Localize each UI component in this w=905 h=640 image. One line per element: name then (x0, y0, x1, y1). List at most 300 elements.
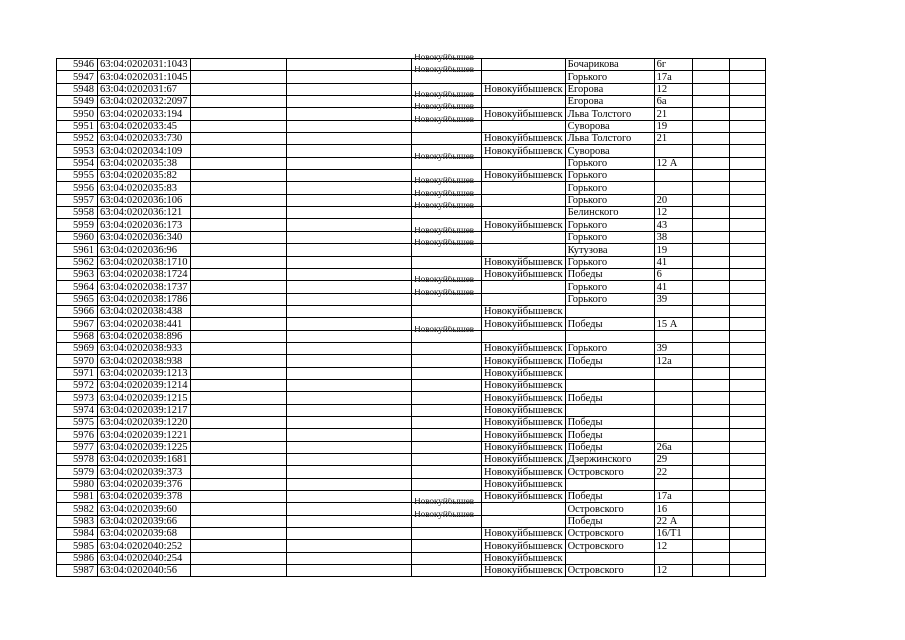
row-number: 5983 (57, 515, 98, 527)
row-number: 5970 (57, 355, 98, 367)
house-number: 39 (654, 342, 692, 354)
row-number: 5969 (57, 342, 98, 354)
table-row (57, 416, 766, 428)
empty-cell (191, 207, 287, 219)
row-number: 5952 (57, 133, 98, 145)
table-row (57, 207, 766, 219)
empty-cell (191, 392, 287, 404)
empty-cell (692, 305, 729, 317)
locality-text: Новокуйбышев (414, 325, 474, 335)
empty-cell (287, 59, 412, 71)
empty-cell (191, 416, 287, 428)
row-number: 5973 (57, 392, 98, 404)
empty-cell (287, 466, 412, 478)
table-row (57, 96, 766, 108)
cadastral-number: 63:04:0202035:38 (98, 157, 191, 169)
empty-cell (191, 454, 287, 466)
locality-text (414, 301, 480, 314)
empty-cell (287, 392, 412, 404)
locality-text: Новокуйбышев (414, 66, 474, 76)
empty-cell (287, 231, 412, 243)
street: Островского (565, 503, 654, 515)
table-row (57, 194, 766, 206)
empty-cell (287, 528, 412, 540)
street: Льва Толстого (565, 133, 654, 145)
cadastral-number: 63:04:0202039:1220 (98, 416, 191, 428)
city: Новокуйбышевск (482, 145, 566, 157)
locality-text (414, 375, 480, 388)
empty-cell (692, 565, 729, 577)
empty-cell (191, 108, 287, 120)
empty-cell (729, 503, 765, 515)
empty-cell (191, 515, 287, 527)
cadastral-number: 63:04:0202035:83 (98, 182, 191, 194)
street: Победы (565, 429, 654, 441)
empty-cell (191, 441, 287, 453)
row-number: 5959 (57, 219, 98, 231)
empty-cell (287, 355, 412, 367)
row-number: 5985 (57, 540, 98, 552)
street: Островского (565, 466, 654, 478)
empty-cell (729, 330, 765, 342)
empty-cell (191, 491, 287, 503)
empty-cell (191, 59, 287, 71)
city: Новокуйбышевск (482, 367, 566, 379)
house-number (654, 478, 692, 490)
locality-text (414, 449, 480, 462)
row-number: 5960 (57, 231, 98, 243)
empty-cell (729, 194, 765, 206)
empty-cell (692, 194, 729, 206)
house-number: 16/Т1 (654, 528, 692, 540)
empty-cell (729, 120, 765, 132)
row-number: 5984 (57, 528, 98, 540)
city: Новокуйбышевск (482, 170, 566, 182)
cadastral-number: 63:04:0202031:1045 (98, 71, 191, 83)
empty-cell (692, 133, 729, 145)
locality-text: Новокуйбышев (414, 510, 474, 520)
cadastral-number: 63:04:0202032:2097 (98, 96, 191, 108)
row-number: 5978 (57, 454, 98, 466)
table-row (57, 528, 766, 540)
table-row (57, 355, 766, 367)
empty-cell (692, 120, 729, 132)
cadastral-number: 63:04:0202038:441 (98, 318, 191, 330)
table-row (57, 503, 766, 515)
row-number: 5958 (57, 207, 98, 219)
empty-cell (287, 491, 412, 503)
cadastral-number: 63:04:0202036:340 (98, 231, 191, 243)
cadastral-number: 63:04:0202038:938 (98, 355, 191, 367)
empty-cell (287, 515, 412, 527)
empty-cell (692, 231, 729, 243)
city: Новокуйбышевск (482, 379, 566, 391)
empty-cell (287, 318, 412, 330)
table-row (57, 404, 766, 416)
house-number: 22 (654, 466, 692, 478)
row-number: 5963 (57, 268, 98, 280)
empty-cell (729, 157, 765, 169)
street: Егорова (565, 96, 654, 108)
house-number (654, 429, 692, 441)
row-number: 5955 (57, 170, 98, 182)
empty-cell (191, 565, 287, 577)
locality-text (414, 128, 480, 141)
city (482, 120, 566, 132)
locality-text: Новокуйбышев (414, 189, 474, 199)
row-number: 5972 (57, 379, 98, 391)
city (482, 71, 566, 83)
street: Белинского (565, 207, 654, 219)
street: Горького (565, 194, 654, 206)
locality-text: Новокуйбышев (414, 152, 474, 162)
cadastral-number: 63:04:0202036:173 (98, 219, 191, 231)
street (565, 367, 654, 379)
row-number: 5976 (57, 429, 98, 441)
empty-cell (729, 528, 765, 540)
empty-cell (692, 528, 729, 540)
house-number: 21 (654, 108, 692, 120)
locality-text (414, 474, 480, 487)
table-row (57, 392, 766, 404)
empty-cell (692, 268, 729, 280)
house-number: 41 (654, 256, 692, 268)
cadastral-number: 63:04:0202040:252 (98, 540, 191, 552)
table-row (57, 441, 766, 453)
empty-cell (729, 379, 765, 391)
table-row (57, 231, 766, 243)
empty-cell (287, 379, 412, 391)
registry-table (56, 54, 766, 577)
city (482, 96, 566, 108)
city: Новокуйбышевск (482, 528, 566, 540)
empty-cell (287, 404, 412, 416)
table-row (57, 318, 766, 330)
empty-cell (692, 145, 729, 157)
empty-cell (191, 330, 287, 342)
street: Льва Толстого (565, 108, 654, 120)
empty-cell (692, 540, 729, 552)
row-number: 5986 (57, 552, 98, 564)
empty-cell (692, 293, 729, 305)
locality-text (414, 363, 480, 376)
empty-cell (729, 367, 765, 379)
house-number: 19 (654, 120, 692, 132)
cadastral-number: 63:04:0202039:373 (98, 466, 191, 478)
city: Новокуйбышевск (482, 404, 566, 416)
locality-text (414, 350, 480, 363)
table-row (57, 108, 766, 120)
empty-cell (287, 441, 412, 453)
house-number: 12 А (654, 157, 692, 169)
house-number: 43 (654, 219, 692, 231)
empty-cell (191, 96, 287, 108)
city: Новокуйбышевск (482, 540, 566, 552)
empty-cell (287, 108, 412, 120)
empty-cell (692, 379, 729, 391)
house-number (654, 182, 692, 194)
cadastral-number: 63:04:0202038:933 (98, 342, 191, 354)
empty-cell (287, 330, 412, 342)
empty-cell (191, 466, 287, 478)
street: Горького (565, 256, 654, 268)
street: Победы (565, 441, 654, 453)
table-row (57, 133, 766, 145)
empty-cell (729, 552, 765, 564)
street (565, 552, 654, 564)
city (482, 503, 566, 515)
street: Горького (565, 293, 654, 305)
empty-cell (692, 416, 729, 428)
cadastral-number: 63:04:0202039:378 (98, 491, 191, 503)
locality-text (414, 548, 480, 561)
row-number: 5949 (57, 96, 98, 108)
city: Новокуйбышевск (482, 268, 566, 280)
locality-text: Новокуйбышев (414, 91, 474, 101)
empty-cell (191, 194, 287, 206)
empty-cell (729, 355, 765, 367)
empty-cell (191, 133, 287, 145)
locality-text: Новокуйбышев (414, 177, 474, 187)
table-row (57, 268, 766, 280)
table-row (57, 515, 766, 527)
table-row (57, 552, 766, 564)
street: Победы (565, 416, 654, 428)
locality-text: Новокуйбышев (414, 239, 474, 249)
empty-cell (287, 367, 412, 379)
street: Победы (565, 318, 654, 330)
row-number: 5951 (57, 120, 98, 132)
row-number: 5964 (57, 281, 98, 293)
street: Горького (565, 342, 654, 354)
empty-cell (692, 515, 729, 527)
empty-cell (287, 293, 412, 305)
empty-cell (287, 133, 412, 145)
empty-cell (287, 342, 412, 354)
house-number: 6г (654, 59, 692, 71)
house-number (654, 404, 692, 416)
street: Горького (565, 281, 654, 293)
table-row (57, 71, 766, 83)
empty-cell (729, 170, 765, 182)
locality-text (414, 424, 480, 437)
city: Новокуйбышевск (482, 416, 566, 428)
city: Новокуйбышевск (482, 133, 566, 145)
house-number: 26а (654, 441, 692, 453)
cadastral-number: 63:04:0202039:60 (98, 503, 191, 515)
empty-cell (287, 256, 412, 268)
house-number: 17а (654, 71, 692, 83)
cadastral-number: 63:04:0202039:376 (98, 478, 191, 490)
empty-cell (729, 71, 765, 83)
empty-cell (287, 83, 412, 95)
empty-cell (191, 293, 287, 305)
table-row (57, 281, 766, 293)
house-number: 12 (654, 540, 692, 552)
row-number: 5967 (57, 318, 98, 330)
cadastral-number: 63:04:0202040:56 (98, 565, 191, 577)
house-number: 6 (654, 268, 692, 280)
city: Новокуйбышевск (482, 565, 566, 577)
row-number: 5954 (57, 157, 98, 169)
city: Новокуйбышевск (482, 342, 566, 354)
street: Победы (565, 515, 654, 527)
cadastral-number: 63:04:0202033:730 (98, 133, 191, 145)
empty-cell (729, 108, 765, 120)
empty-cell (692, 355, 729, 367)
street: Суворова (565, 120, 654, 132)
city: Новокуйбышевск (482, 441, 566, 453)
cadastral-number: 63:04:0202038:1724 (98, 268, 191, 280)
empty-cell (729, 454, 765, 466)
city (482, 281, 566, 293)
city: Новокуйбышевск (482, 108, 566, 120)
empty-cell (191, 71, 287, 83)
empty-cell (729, 540, 765, 552)
street (565, 330, 654, 342)
cadastral-number: 63:04:0202039:1681 (98, 454, 191, 466)
street: Победы (565, 392, 654, 404)
table-row (57, 342, 766, 354)
cadastral-number: 63:04:0202031:67 (98, 83, 191, 95)
row-number: 5971 (57, 367, 98, 379)
cadastral-number: 63:04:0202039:1217 (98, 404, 191, 416)
table-row (57, 170, 766, 182)
empty-cell (692, 491, 729, 503)
empty-cell (729, 441, 765, 453)
table-row (57, 157, 766, 169)
empty-cell (692, 367, 729, 379)
empty-cell (191, 429, 287, 441)
empty-cell (729, 565, 765, 577)
house-number: 15 А (654, 318, 692, 330)
empty-cell (692, 552, 729, 564)
locality-text (414, 165, 480, 178)
street: Горького (565, 71, 654, 83)
cadastral-number: 63:04:0202038:1737 (98, 281, 191, 293)
street: Горького (565, 219, 654, 231)
table-row (57, 367, 766, 379)
empty-cell (729, 491, 765, 503)
locality-text (414, 252, 480, 265)
house-number (654, 392, 692, 404)
empty-cell (692, 454, 729, 466)
street: Бочарикова (565, 59, 654, 71)
empty-cell (729, 404, 765, 416)
house-number: 29 (654, 454, 692, 466)
empty-cell (692, 96, 729, 108)
empty-cell (287, 120, 412, 132)
empty-cell (191, 367, 287, 379)
row-number: 5981 (57, 491, 98, 503)
locality-text: Новокуйбышев (414, 288, 474, 298)
locality-text (414, 486, 480, 499)
empty-cell (729, 96, 765, 108)
street (565, 478, 654, 490)
empty-cell (287, 416, 412, 428)
city: Новокуйбышевск (482, 466, 566, 478)
house-number: 12а (654, 355, 692, 367)
row-number: 5987 (57, 565, 98, 577)
empty-cell (692, 478, 729, 490)
city (482, 207, 566, 219)
empty-cell (191, 120, 287, 132)
empty-cell (729, 145, 765, 157)
city (482, 330, 566, 342)
row-number: 5957 (57, 194, 98, 206)
table-row (57, 466, 766, 478)
street: Победы (565, 355, 654, 367)
empty-cell (692, 281, 729, 293)
locality-text (414, 412, 480, 425)
street: Кутузова (565, 244, 654, 256)
empty-cell (287, 503, 412, 515)
street: Егорова (565, 83, 654, 95)
empty-cell (729, 466, 765, 478)
house-number: 19 (654, 244, 692, 256)
house-number (654, 145, 692, 157)
city (482, 182, 566, 194)
locality-text (414, 400, 480, 413)
locality-text (414, 535, 480, 548)
empty-cell (692, 157, 729, 169)
empty-cell (729, 244, 765, 256)
empty-cell (729, 231, 765, 243)
table-row (57, 305, 766, 317)
city (482, 157, 566, 169)
city: Новокуйбышевск (482, 454, 566, 466)
row-number: 5968 (57, 330, 98, 342)
street: Островского (565, 565, 654, 577)
city: Новокуйбышевск (482, 219, 566, 231)
empty-cell (692, 330, 729, 342)
row-number: 5953 (57, 145, 98, 157)
street: Суворова (565, 145, 654, 157)
table-row (57, 491, 766, 503)
empty-cell (692, 108, 729, 120)
empty-cell (692, 244, 729, 256)
city: Новокуйбышевск (482, 83, 566, 95)
empty-cell (191, 157, 287, 169)
locality-text: Новокуйбышев (414, 54, 474, 63)
empty-cell (191, 305, 287, 317)
house-number (654, 379, 692, 391)
house-number: 22 А (654, 515, 692, 527)
locality-text (414, 560, 480, 573)
row-number: 5979 (57, 466, 98, 478)
empty-cell (729, 293, 765, 305)
empty-cell (287, 552, 412, 564)
locality-text: Новокуйбышев (414, 226, 474, 236)
table-row (57, 379, 766, 391)
empty-cell (692, 503, 729, 515)
house-number (654, 330, 692, 342)
row-number: 5947 (57, 71, 98, 83)
empty-cell (191, 379, 287, 391)
cadastral-number: 63:04:0202039:1221 (98, 429, 191, 441)
empty-cell (191, 355, 287, 367)
street (565, 305, 654, 317)
empty-cell (287, 565, 412, 577)
empty-cell (191, 244, 287, 256)
empty-cell (191, 170, 287, 182)
cadastral-number: 63:04:0202036:106 (98, 194, 191, 206)
city: Новокуйбышевск (482, 552, 566, 564)
empty-cell (692, 207, 729, 219)
locality-text (414, 214, 480, 227)
locality-text: Новокуйбышев (414, 103, 474, 113)
empty-cell (729, 59, 765, 71)
